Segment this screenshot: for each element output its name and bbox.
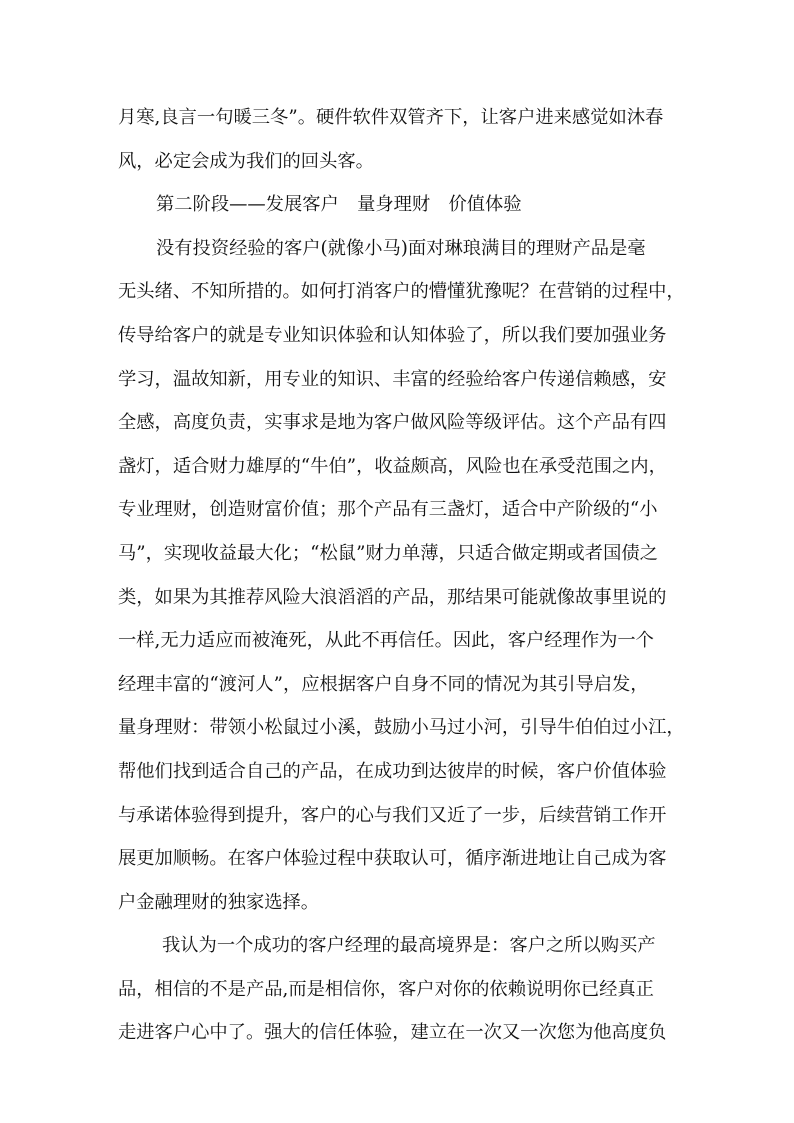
text-line: 学习，温故知新，用专业的知识、丰富的经验给客户传递信赖感，安 — [118, 368, 667, 390]
text-line: 全感，高度负责，实事求是地为客户做风险等级评估。这个产品有四 — [118, 412, 667, 434]
text-line: 月寒,良言一句暖三冬”。硬件软件双管齐下，让客户进来感觉如沐春 — [118, 107, 664, 128]
section-heading: 第二阶段——发展客户 量身理财 价值体验 — [156, 194, 522, 216]
text-line: 马”，实现收益最大化；“松鼠”财力单薄，只适合做定期或者国债之 — [118, 542, 658, 564]
text-line: 量身理财：带领小松鼠过小溪，鼓励小马过小河，引导牛伯伯过小江， — [118, 717, 685, 739]
text-line: 类，如果为其推荐风险大浪滔滔的产品，那结果可能就像故事里说的 — [118, 586, 667, 608]
text-line: 户金融理财的独家选择。 — [118, 891, 320, 913]
paragraph-start-line: 我认为一个成功的客户经理的最高境界是：客户之所以购买产 — [162, 935, 656, 957]
text-line: 展更加顺畅。在客户体验过程中获取认可，循序渐进地让自己成为客 — [118, 848, 667, 870]
text-line: 专业理财，创造财富价值；那个产品有三盏灯，适合中产阶级的“小 — [118, 499, 658, 521]
text-line: 盏灯，适合财力雄厚的“牛伯”，收益颇高，风险也在承受范围之内， — [118, 455, 667, 477]
text-line: 经理丰富的“渡河人”，应根据客户自身不同的情况为其引导启发， — [118, 673, 649, 695]
text-line: 品，相信的不是产品,而是相信你，客户对你的依赖说明你已经真正 — [118, 978, 654, 1000]
text-line: 与承诺体验得到提升，客户的心与我们又近了一步，后续营销工作开 — [118, 804, 667, 826]
text-line: 风，必定会成为我们的回头客。 — [118, 150, 374, 172]
text-line: 传导给客户的就是专业知识体验和认知体验了，所以我们要加强业务 — [118, 324, 667, 346]
text-line: 一样,无力适应而被淹死，从此不再信任。因此，客户经理作为一个 — [118, 630, 654, 652]
paragraph-start-line: 没有投资经验的客户(就像小马)面对琳琅满目的理财产品是毫 — [156, 237, 646, 259]
text-line: 无头绪、不知所措的。如何打消客户的懵懂犹豫呢？在营销的过程中， — [118, 281, 685, 303]
text-line: 帮他们找到适合自己的产品，在成功到达彼岸的时候，客户价值体验 — [118, 760, 667, 782]
text-line: 走进客户心中了。强大的信任体验，建立在一次又一次您为他高度负 — [118, 1022, 667, 1044]
document-body — [118, 96, 688, 1055]
